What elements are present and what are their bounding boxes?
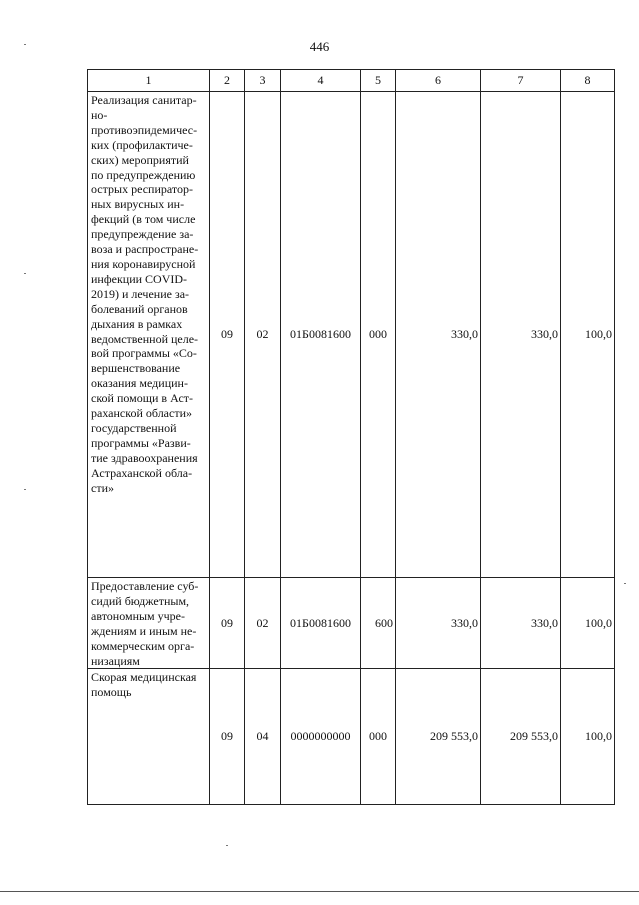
subsection-code-cell: 04	[245, 669, 281, 805]
subsection-code-cell: 02	[245, 578, 281, 669]
header-cell: 5	[361, 70, 396, 92]
header-cell: 4	[281, 70, 361, 92]
scan-speck	[24, 489, 26, 490]
row-name-cell: Предоставление суб- сидий бюджетным, автономным учре- ждениям и иным не- коммерческим орга- низациям	[88, 578, 210, 669]
table-row	[88, 578, 615, 669]
actual-amount-cell: 330,0	[481, 92, 561, 578]
header-cell: 2	[210, 70, 245, 92]
expense-type-cell: 000	[361, 92, 396, 578]
budget-table	[87, 69, 615, 805]
bottom-rule	[0, 891, 639, 892]
header-cell: 3	[245, 70, 281, 92]
scan-speck	[226, 845, 228, 846]
section-code-cell: 09	[210, 578, 245, 669]
header-cell: 8	[561, 70, 615, 92]
percent-cell: 100,0	[561, 578, 615, 669]
row-name-cell: Скорая медицинская помощь	[88, 669, 210, 805]
actual-amount-cell: 209 553,0	[481, 669, 561, 805]
percent-cell: 100,0	[561, 92, 615, 578]
section-code-cell: 09	[210, 669, 245, 805]
header-cell: 7	[481, 70, 561, 92]
plan-amount-cell: 209 553,0	[396, 669, 481, 805]
subsection-code-cell: 02	[245, 92, 281, 578]
header-cell: 6	[396, 70, 481, 92]
target-code-cell: 01Б0081600	[281, 92, 361, 578]
page-number: 446	[309, 39, 330, 54]
scan-speck	[624, 583, 626, 584]
table-row	[88, 92, 615, 578]
expense-type-cell: 000	[361, 669, 396, 805]
header-cell: 1	[88, 70, 210, 92]
plan-amount-cell: 330,0	[396, 578, 481, 669]
table-header-row	[88, 70, 615, 92]
row-name-cell: Реализация санитар- но- противоэпидемичес- ких (профилактиче- ских) мероприятий по предупреждению острых респиратор- ных вирусных ин- фекций (в том числе предупреждение за- воза и распростране- ния коронавирусной инфекции COVID- 2019) и лечение за- болеваний органов дыхания в рамках ведомственной целе- вой программы «Со- вершенствование оказания медицин- ской помощи в Аст- раханской области» государственной программы «Разви- тие здравоохранения Астраханской обла- сти»	[88, 92, 210, 578]
actual-amount-cell: 330,0	[481, 578, 561, 669]
target-code-cell: 0000000000	[281, 669, 361, 805]
scan-speck	[24, 44, 26, 45]
table-row	[88, 669, 615, 805]
scan-speck	[24, 273, 26, 274]
section-code-cell: 09	[210, 92, 245, 578]
percent-cell: 100,0	[561, 669, 615, 805]
target-code-cell: 01Б0081600	[281, 578, 361, 669]
plan-amount-cell: 330,0	[396, 92, 481, 578]
expense-type-cell: 600	[361, 578, 396, 669]
